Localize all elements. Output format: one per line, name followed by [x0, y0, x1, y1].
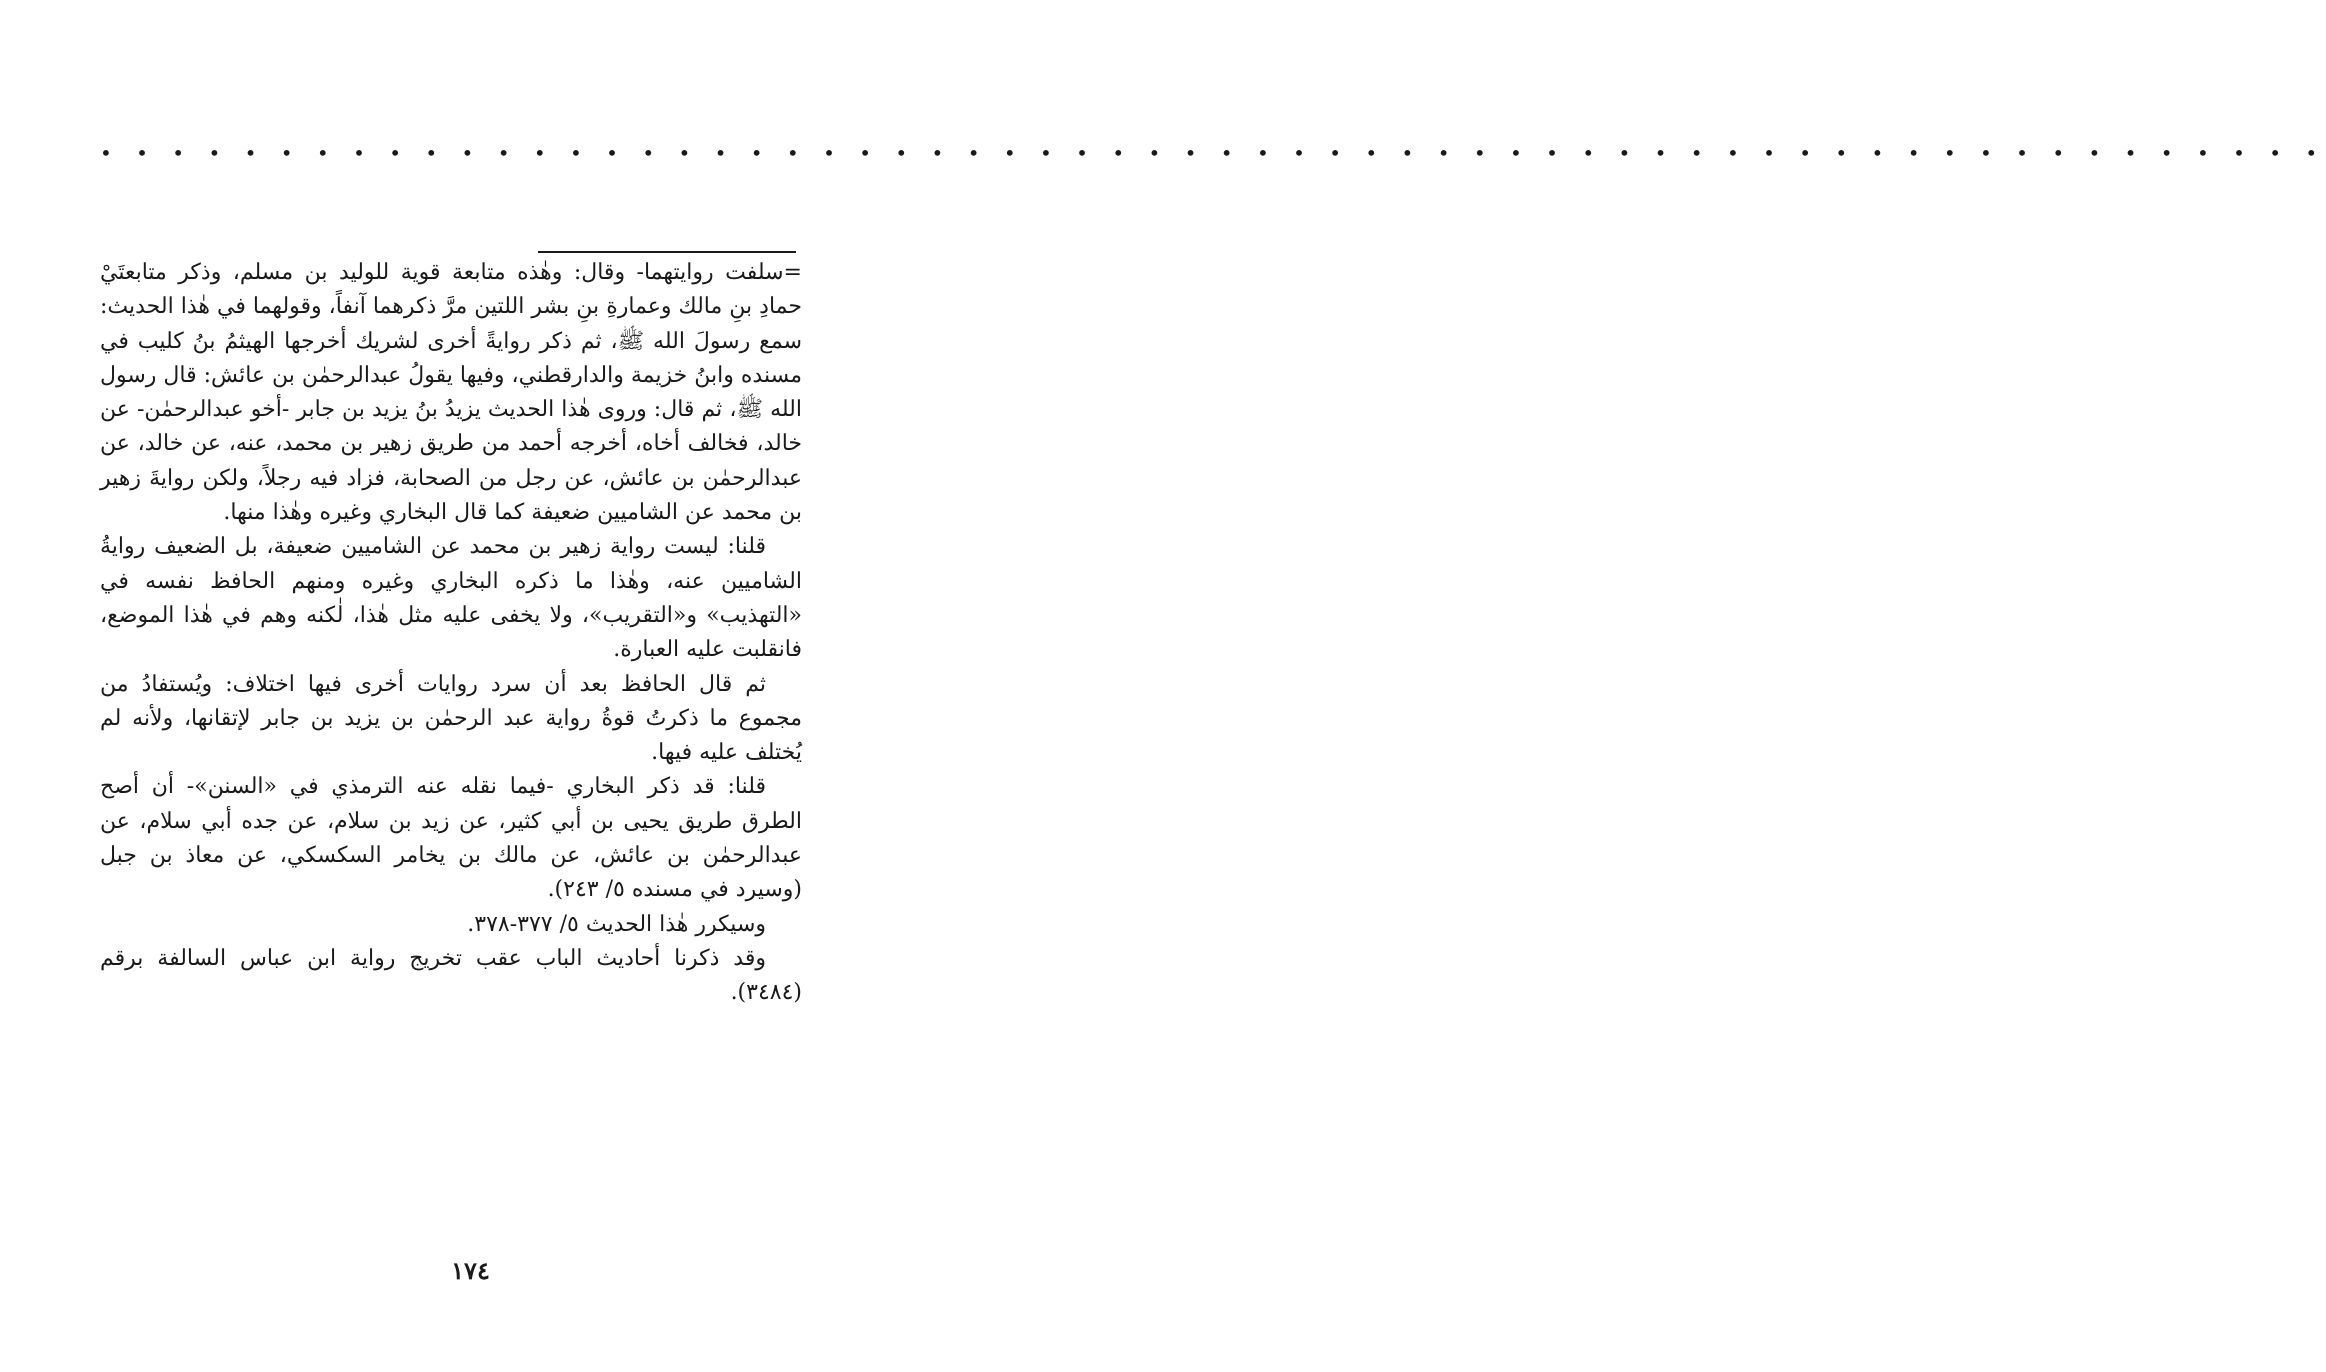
- footnote-block: [100, 256, 802, 1011]
- footnote-separator-rule: [538, 251, 796, 253]
- section-separator-dots: • • • • • • • • • • • • • • • • • • • • • • • • • • • • • • • • • • • • • • • • • • • • • • • • • • • • • • • • • • • • • •: [100, 141, 2326, 165]
- footnote-paragraph: قلنا: ليست رواية زهير بن محمد عن الشاميين ضعيفة، بل الضعيف روايةُ الشاميين عنه، وهٰذا ما ذكره البخاري وغيره ومنهم الحافظ نفسه في «التهذيب» و«التقريب»، ولا يخفى عليه مثل هٰذا، لٰكنه وهم في هٰذا الموضع، فانقلبت عليه العبارة.: [100, 534, 802, 663]
- footnote-paragraph: قلنا: قد ذكر البخاري -فيما نقله عنه الترمذي في «السنن»- أن أصح الطرق طريق يحيى بن أبي كثير، عن زيد بن سلام، عن جده أبي سلام، عن عبدالرحمٰن بن عائش، عن مالك بن يخامر السكسكي، عن معاذ بن جبل (وسيرد في مسنده ٥/ ٢٤٣).: [100, 774, 802, 903]
- footnote-paragraph: وقد ذكرنا أحاديث الباب عقب تخريج رواية ابن عباس السالفة برقم (٣٤٨٤).: [100, 945, 802, 1006]
- footnote-paragraph: =سلفت روايتهما- وقال: وهٰذه متابعة قوية للوليد بن مسلم، وذكر متابعتَيْ حمادِ بنِ مالك وعمارةِ بنِ بشر اللتين مرَّ ذكرهما آنفاً، وقولهما في هٰذا الحديث: سمع رسولَ الله ﷺ، ثم ذكر روايةً أخرى لشريك أخرجها الهيثمُ بنُ كليب في مسنده وابنُ خزيمة والدارقطني، وفيها يقولُ عبدالرحمٰن بن عائش: قال رسول الله ﷺ، ثم قال: وروى هٰذا الحديث يزيدُ بنُ يزيد بن جابر -أخو عبدالرحمٰن- عن خالد، فخالف أخاه، أخرجه أحمد من طريق زهير بن محمد، عنه، عن خالد، عن عبدالرحمٰن بن عائش، عن رجل من الصحابة، فزاد فيه رجلاً، ولكن روايةَ زهير بن محمد عن الشاميين ضعيفة كما قال البخاري وغيره وهٰذا منها.: [100, 260, 802, 526]
- footnote-paragraph: ثم قال الحافظ بعد أن سرد روايات أخرى فيها اختلاف: ويُستفادُ من مجموع ما ذكرتُ قوةُ رواية عبد الرحمٰن بن يزيد بن جابر لإتقانها، ولأنه لم يُختلف عليه فيها.: [100, 671, 802, 766]
- page-number: ١٧٤: [451, 1256, 490, 1285]
- footnote-paragraph: وسيكرر هٰذا الحديث ٥/ ٣٧٧-٣٧٨.: [467, 911, 766, 937]
